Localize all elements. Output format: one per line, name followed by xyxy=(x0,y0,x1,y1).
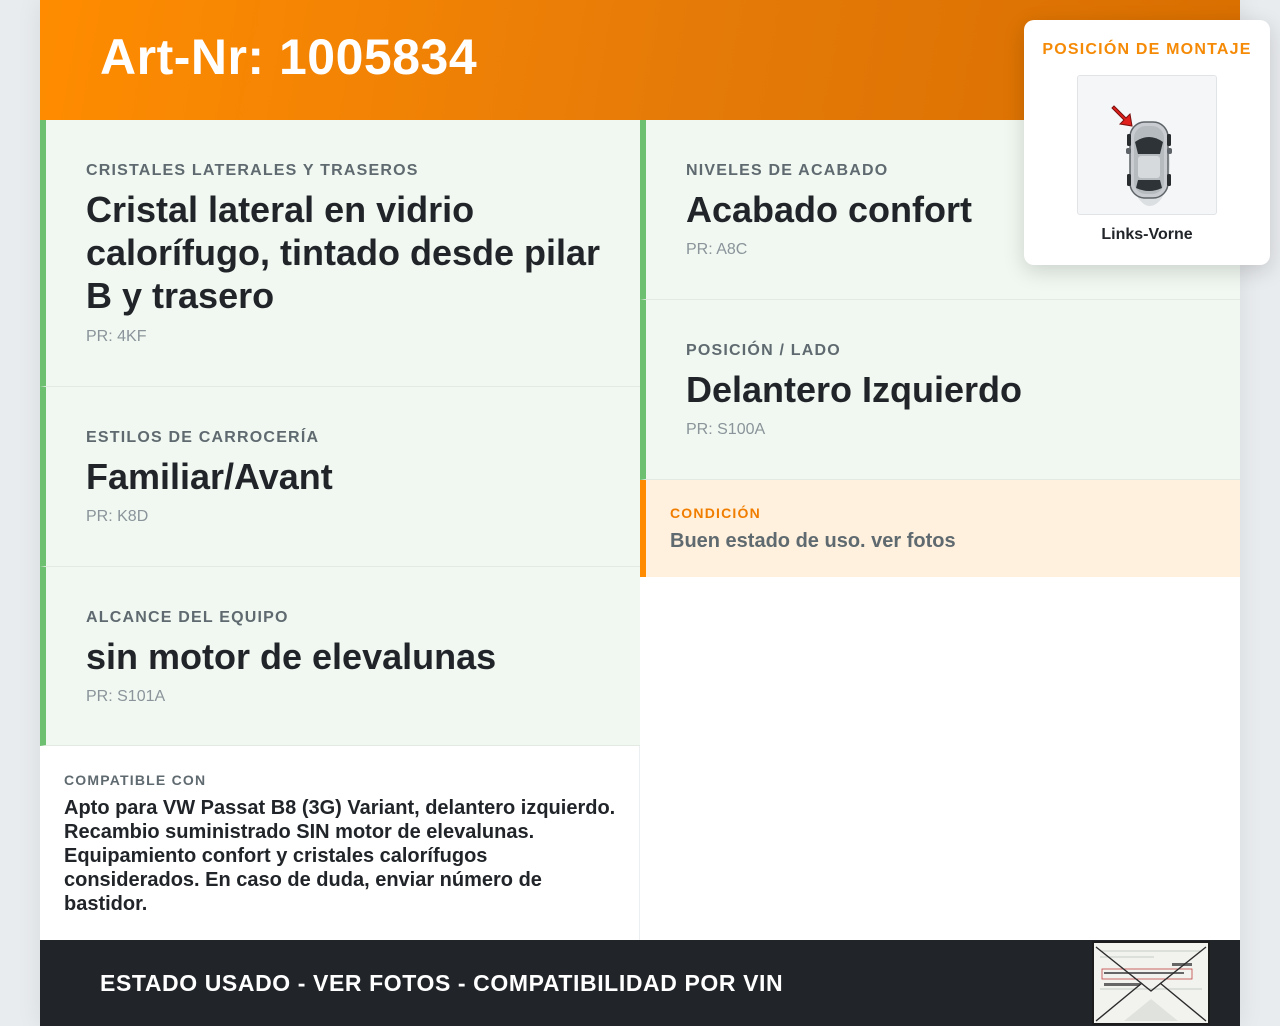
spec-equipment xyxy=(40,567,640,746)
spec-body-style xyxy=(40,387,640,567)
position-arrow-icon xyxy=(1112,106,1132,126)
condition-text: Buen estado de uso. ver fotos xyxy=(670,530,956,552)
car-position-image xyxy=(1077,75,1217,215)
spec-pr-code: PR: S101A xyxy=(86,688,166,705)
spec-label: NIVELES DE ACABADO xyxy=(686,162,889,179)
product-sheet xyxy=(40,0,1252,1026)
spec-value: Familiar/Avant xyxy=(86,456,333,497)
compatible-text: Apto para VW Passat B8 (3G) Variant, delantero izquierdo. Recambio suministrado SIN motor de elevalunas. Equipamiento confort y cristales calorífugos considerados. En caso de duda, enviar número de bastidor. xyxy=(64,797,616,915)
spec-value: Delantero Izquierdo xyxy=(686,369,1023,410)
registration-document-thumbnail[interactable] xyxy=(1092,941,1210,1025)
spec-label: ALCANCE DEL EQUIPO xyxy=(86,609,289,626)
spec-glass xyxy=(40,120,640,387)
document-icon xyxy=(1094,943,1208,1023)
mount-position-caption: Links-Vorne xyxy=(1101,226,1193,243)
spec-value: sin motor de elevalunas xyxy=(86,636,497,677)
mount-position-card xyxy=(1024,20,1270,265)
compatible-label: COMPATIBLE CON xyxy=(64,772,207,788)
spec-pr-code: PR: S100A xyxy=(686,421,766,438)
mount-position-title: POSICIÓN DE MONTAJE xyxy=(1042,41,1252,58)
condition-box xyxy=(640,480,1240,577)
article-number: Art-Nr: 1005834 xyxy=(100,29,478,85)
spec-label: ESTILOS DE CARROCERÍA xyxy=(86,429,320,446)
spec-pr-code: PR: K8D xyxy=(86,508,149,525)
spec-pr-code: PR: 4KF xyxy=(86,328,147,345)
spec-label: POSICIÓN / LADO xyxy=(686,342,841,359)
spec-value: Cristal lateral en vidrio calorífugo, tintado desde pilar B y trasero xyxy=(86,189,601,316)
condition-label: CONDICIÓN xyxy=(670,505,761,521)
footer-bar xyxy=(40,940,1240,1026)
spec-label: CRISTALES LATERALES Y TRASEROS xyxy=(86,162,419,179)
spec-pr-code: PR: A8C xyxy=(686,241,748,258)
footer-text: ESTADO USADO - VER FOTOS - COMPATIBILIDAD POR VIN xyxy=(100,970,784,996)
car-top-view-icon xyxy=(1078,76,1216,214)
compatibility-section xyxy=(40,746,640,940)
spec-position-side xyxy=(640,300,1240,480)
spec-value: Acabado confort xyxy=(686,189,973,230)
